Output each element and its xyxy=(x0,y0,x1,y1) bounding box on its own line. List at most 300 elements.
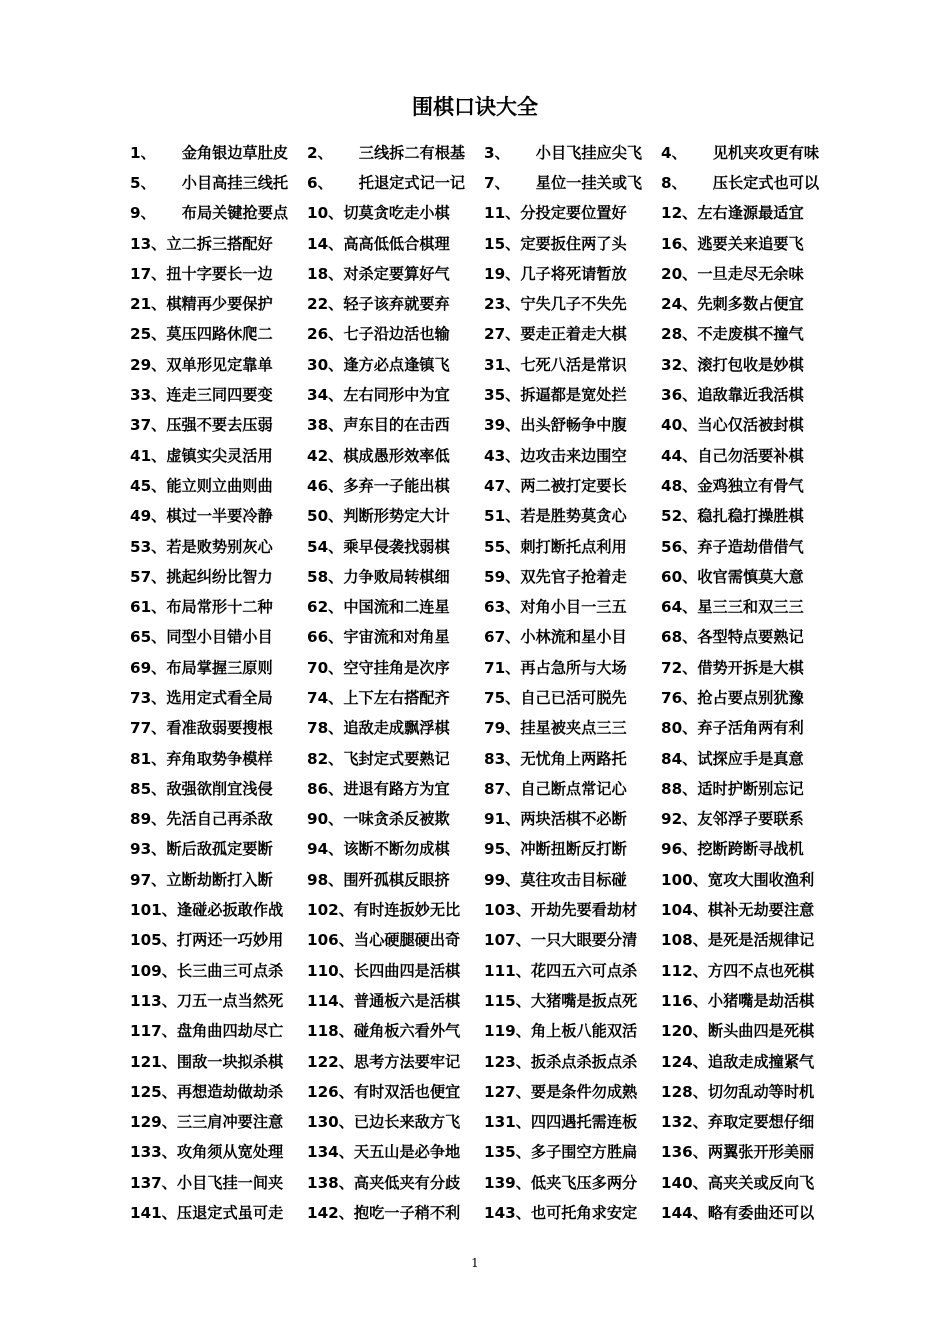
entry-number: 57、 xyxy=(130,567,167,586)
entry-number: 133、 xyxy=(130,1143,177,1162)
entry-number: 89、 xyxy=(130,810,167,829)
entry-number: 63、 xyxy=(484,598,521,617)
mnemonic-entry xyxy=(130,379,307,409)
entry-number: 66、 xyxy=(307,628,344,647)
mnemonic-entry xyxy=(484,894,661,924)
entry-text: 适时护断别忘记 xyxy=(697,779,804,798)
mnemonic-entry xyxy=(484,622,661,652)
mnemonic-entry xyxy=(130,1016,307,1046)
entry-number: 24、 xyxy=(661,295,698,314)
entry-text: 金鸡独立有骨气 xyxy=(697,476,804,495)
mnemonic-entry xyxy=(130,1046,307,1076)
entry-text: 定要扳住两了头 xyxy=(520,234,627,253)
entry-text: 无忧角上两路托 xyxy=(520,749,627,768)
entry-text: 稳扎稳打操胜棋 xyxy=(697,507,804,526)
entry-number: 15、 xyxy=(484,234,521,253)
entry-text: 各型特点要熟记 xyxy=(697,628,804,647)
entry-number: 40、 xyxy=(661,416,698,435)
mnemonic-entry xyxy=(484,137,661,167)
entry-text: 滚打包收是妙棋 xyxy=(697,355,804,374)
entry-text: 追敌走成飘浮棋 xyxy=(343,719,450,738)
entry-number: 84、 xyxy=(661,749,698,768)
mnemonic-entry xyxy=(661,561,830,591)
entry-number: 85、 xyxy=(130,779,167,798)
entry-number: 11、 xyxy=(484,204,521,223)
entry-number: 14、 xyxy=(307,234,344,253)
entry-number: 127、 xyxy=(484,1082,531,1101)
mnemonic-entry xyxy=(130,561,307,591)
entry-text: 围歼孤棋反眼挤 xyxy=(343,870,450,889)
mnemonic-entry xyxy=(661,531,830,561)
mnemonic-entry xyxy=(484,228,661,258)
entry-number: 126、 xyxy=(307,1082,354,1101)
mnemonic-entry xyxy=(484,985,661,1015)
mnemonic-entry xyxy=(484,561,661,591)
mnemonic-entry xyxy=(484,804,661,834)
entry-text: 四四遇托需连板 xyxy=(530,1113,638,1132)
entry-number: 108、 xyxy=(661,931,708,950)
mnemonic-entry xyxy=(484,258,661,288)
entry-text: 已边长来敌方飞 xyxy=(353,1113,461,1132)
mnemonic-entry xyxy=(130,834,307,864)
entry-text: 一只大眼要分清 xyxy=(530,931,638,950)
entry-number: 73、 xyxy=(130,688,167,707)
mnemonic-entry xyxy=(484,652,661,682)
entry-text: 有时连扳妙无比 xyxy=(353,901,461,920)
entry-text: 盘角曲四劫尽亡 xyxy=(176,1022,284,1041)
entry-number: 91、 xyxy=(484,810,521,829)
entry-text: 刀五一点当然死 xyxy=(176,991,284,1010)
entry-text: 对杀定要算好气 xyxy=(343,264,450,283)
mnemonic-entry xyxy=(307,773,484,803)
entry-text: 七死八活是常识 xyxy=(520,355,627,374)
mnemonic-entry xyxy=(130,501,307,531)
entry-text: 布局关键抢要点 xyxy=(181,204,289,223)
entry-number: 112、 xyxy=(661,961,708,980)
mnemonic-entry xyxy=(130,531,307,561)
mnemonic-entry xyxy=(307,713,484,743)
entry-text: 宇宙流和对角星 xyxy=(343,628,450,647)
entry-number: 77、 xyxy=(130,719,167,738)
entry-text: 选用定式看全局 xyxy=(166,688,273,707)
mnemonic-entry xyxy=(130,955,307,985)
entry-text: 该断不断勿成棋 xyxy=(343,840,450,859)
entry-text: 力争败局转棋细 xyxy=(343,567,450,586)
entry-text: 也可托角求安定 xyxy=(530,1204,638,1223)
mnemonic-entry xyxy=(484,864,661,894)
mnemonic-entry xyxy=(661,137,830,167)
entry-number: 48、 xyxy=(661,476,698,495)
mnemonic-entry xyxy=(484,167,661,197)
entry-number: 138、 xyxy=(307,1173,354,1192)
entry-text: 弃子活角两有利 xyxy=(697,719,804,738)
mnemonic-entry xyxy=(130,410,307,440)
entry-text: 友邻浮子要联系 xyxy=(697,810,804,829)
entry-number: 103、 xyxy=(484,901,531,920)
mnemonic-entry xyxy=(661,410,830,440)
mnemonic-entry xyxy=(130,591,307,621)
entry-number: 56、 xyxy=(661,537,698,556)
entry-text: 同型小目错小目 xyxy=(166,628,273,647)
entry-number: 71、 xyxy=(484,658,521,677)
entry-text: 见机夹攻更有味 xyxy=(712,143,820,162)
entry-text: 打两还一巧妙用 xyxy=(176,931,284,950)
entry-text: 棋补无劫要注意 xyxy=(707,901,815,920)
entry-text: 弃取定要想仔细 xyxy=(707,1113,815,1132)
entry-text: 七子沿边活也输 xyxy=(343,325,450,344)
entry-number: 81、 xyxy=(130,749,167,768)
mnemonic-entry xyxy=(307,622,484,652)
mnemonic-entry xyxy=(661,682,830,712)
entry-number: 125、 xyxy=(130,1082,177,1101)
entry-number: 7、 xyxy=(484,173,510,192)
mnemonic-entry xyxy=(307,440,484,470)
mnemonic-entry xyxy=(307,834,484,864)
entry-text: 布局常形十二种 xyxy=(166,598,273,617)
entry-text: 追敌靠近我活棋 xyxy=(697,386,804,405)
entry-number: 61、 xyxy=(130,598,167,617)
entry-number: 33、 xyxy=(130,386,167,405)
mnemonic-entry xyxy=(661,167,830,197)
entry-text: 高高低低合棋理 xyxy=(343,234,450,253)
entry-number: 107、 xyxy=(484,931,531,950)
mnemonic-entry xyxy=(484,713,661,743)
entry-number: 119、 xyxy=(484,1022,531,1041)
entry-text: 刺打断托点利用 xyxy=(520,537,627,556)
entry-number: 104、 xyxy=(661,901,708,920)
entry-text: 冲断扭断反打断 xyxy=(520,840,627,859)
entry-number: 86、 xyxy=(307,779,344,798)
entry-text: 切莫贪吃走小棋 xyxy=(343,204,450,223)
mnemonic-entry xyxy=(307,349,484,379)
mnemonic-entry xyxy=(307,652,484,682)
entry-number: 19、 xyxy=(484,264,521,283)
mnemonic-entry xyxy=(307,955,484,985)
mnemonic-entry xyxy=(484,440,661,470)
mnemonic-entry xyxy=(484,410,661,440)
entry-number: 27、 xyxy=(484,325,521,344)
mnemonic-entry xyxy=(130,1197,307,1227)
mnemonic-entry xyxy=(307,258,484,288)
entry-number: 16、 xyxy=(661,234,698,253)
entry-text: 普通板六是活棋 xyxy=(353,991,461,1010)
mnemonic-entry xyxy=(661,258,830,288)
mnemonic-entry xyxy=(661,773,830,803)
entry-number: 54、 xyxy=(307,537,344,556)
entry-text: 挑起纠纷比智力 xyxy=(166,567,273,586)
entry-number: 98、 xyxy=(307,870,344,889)
entry-number: 69、 xyxy=(130,658,167,677)
entry-text: 思考方法要牢记 xyxy=(353,1052,461,1071)
mnemonic-entry xyxy=(130,228,307,258)
mnemonic-entry xyxy=(661,349,830,379)
mnemonic-entry xyxy=(484,1076,661,1106)
entry-number: 8、 xyxy=(661,173,687,192)
entry-text: 是死是活规律记 xyxy=(707,931,815,950)
entry-number: 113、 xyxy=(130,991,177,1010)
entry-number: 74、 xyxy=(307,688,344,707)
entry-number: 110、 xyxy=(307,961,354,980)
entry-number: 39、 xyxy=(484,416,521,435)
entry-number: 3、 xyxy=(484,143,510,162)
entry-number: 117、 xyxy=(130,1022,177,1041)
entry-text: 碰角板六看外气 xyxy=(353,1022,461,1041)
mnemonic-entry xyxy=(661,713,830,743)
entry-text: 压强不要去压弱 xyxy=(166,416,273,435)
entry-number: 23、 xyxy=(484,295,521,314)
entry-number: 92、 xyxy=(661,810,698,829)
entry-number: 129、 xyxy=(130,1113,177,1132)
entry-text: 略有委曲还可以 xyxy=(707,1204,815,1223)
entry-text: 立二拆三搭配好 xyxy=(166,234,273,253)
mnemonic-entry xyxy=(661,440,830,470)
entry-number: 49、 xyxy=(130,507,167,526)
mnemonic-entry xyxy=(661,925,830,955)
entry-number: 42、 xyxy=(307,446,344,465)
mnemonic-entry xyxy=(661,591,830,621)
mnemonic-entry xyxy=(661,622,830,652)
entry-text: 抢占要点别犹豫 xyxy=(697,688,804,707)
mnemonic-entry xyxy=(661,1107,830,1137)
mnemonic-entry xyxy=(661,955,830,985)
mnemonic-entry xyxy=(130,652,307,682)
entry-text: 若是胜势莫贪心 xyxy=(520,507,627,526)
mnemonic-entry xyxy=(130,713,307,743)
mnemonic-entry xyxy=(484,531,661,561)
entry-number: 101、 xyxy=(130,901,177,920)
entry-text: 扭十字要长一边 xyxy=(166,264,273,283)
entry-number: 68、 xyxy=(661,628,698,647)
entry-text: 自己已活可脱先 xyxy=(520,688,627,707)
entry-text: 布局掌握三原则 xyxy=(166,658,273,677)
mnemonic-entry xyxy=(307,1107,484,1137)
entry-number: 55、 xyxy=(484,537,521,556)
entry-number: 60、 xyxy=(661,567,698,586)
entry-number: 122、 xyxy=(307,1052,354,1071)
entry-text: 小目飞挂一间夹 xyxy=(176,1173,284,1192)
entry-number: 35、 xyxy=(484,386,521,405)
entry-text: 小目高挂三线托 xyxy=(181,173,289,192)
entry-text: 围敌一块拟杀棋 xyxy=(176,1052,284,1071)
entry-text: 棋过一半要冷静 xyxy=(166,507,273,526)
entry-text: 多弃一子能出棋 xyxy=(343,476,450,495)
entry-text: 弃子造劫借借气 xyxy=(697,537,804,556)
entry-text: 借势开拆是大棋 xyxy=(697,658,804,677)
entry-number: 10、 xyxy=(307,204,344,223)
entry-number: 38、 xyxy=(307,416,344,435)
entry-text: 切勿乱动等时机 xyxy=(707,1082,815,1101)
entry-text: 星位一挂关或飞 xyxy=(535,173,643,192)
entry-text: 压退定式虽可走 xyxy=(176,1204,284,1223)
entry-number: 18、 xyxy=(307,264,344,283)
mnemonic-entry xyxy=(307,167,484,197)
mnemonic-entry xyxy=(484,834,661,864)
entry-number: 144、 xyxy=(661,1204,708,1223)
mnemonic-entry xyxy=(661,379,830,409)
mnemonic-entry xyxy=(661,834,830,864)
mnemonic-entry xyxy=(484,1046,661,1076)
mnemonic-entry xyxy=(130,682,307,712)
entry-number: 76、 xyxy=(661,688,698,707)
entry-number: 116、 xyxy=(661,991,708,1010)
mnemonic-entry xyxy=(307,561,484,591)
mnemonic-entry xyxy=(130,773,307,803)
mnemonic-entry xyxy=(661,652,830,682)
mnemonic-entry xyxy=(661,1167,830,1197)
mnemonic-entry xyxy=(484,379,661,409)
entry-text: 挖断跨断寻战机 xyxy=(697,840,804,859)
entry-text: 星三三和双三三 xyxy=(697,598,804,617)
mnemonic-entry xyxy=(307,319,484,349)
entry-text: 多子围空方胜扁 xyxy=(530,1143,638,1162)
entry-text: 要是条件勿成熟 xyxy=(530,1082,638,1101)
entry-text: 不走废棋不撞气 xyxy=(697,325,804,344)
entry-number: 143、 xyxy=(484,1204,531,1223)
entry-number: 132、 xyxy=(661,1113,708,1132)
entry-text: 两二被打定要长 xyxy=(520,476,627,495)
entry-text: 棋成愚形效率低 xyxy=(343,446,450,465)
mnemonic-entry xyxy=(307,379,484,409)
entry-number: 90、 xyxy=(307,810,344,829)
mnemonic-entry xyxy=(484,349,661,379)
entry-number: 141、 xyxy=(130,1204,177,1223)
entry-number: 135、 xyxy=(484,1143,531,1162)
mnemonic-entry xyxy=(130,319,307,349)
mnemonic-entry xyxy=(307,743,484,773)
entry-number: 94、 xyxy=(307,840,344,859)
entry-text: 断后敌孤定要断 xyxy=(166,840,273,859)
entry-text: 三线拆二有根基 xyxy=(358,143,466,162)
entry-number: 58、 xyxy=(307,567,344,586)
mnemonic-entry xyxy=(307,864,484,894)
entry-text: 宽攻大围收渔利 xyxy=(707,870,815,889)
entry-text: 双单形见定靠单 xyxy=(166,355,273,374)
entry-text: 两翼张开形美丽 xyxy=(707,1143,815,1162)
entry-number: 88、 xyxy=(661,779,698,798)
entry-number: 29、 xyxy=(130,355,167,374)
entry-number: 102、 xyxy=(307,901,354,920)
mnemonic-entry xyxy=(661,501,830,531)
entry-number: 123、 xyxy=(484,1052,531,1071)
mnemonic-entry xyxy=(307,682,484,712)
entry-text: 再占急所与大场 xyxy=(520,658,627,677)
mnemonic-entry xyxy=(130,440,307,470)
entry-text: 莫压四路休爬二 xyxy=(166,325,273,344)
mnemonic-entry xyxy=(661,804,830,834)
mnemonic-entry xyxy=(307,804,484,834)
mnemonic-entry xyxy=(484,955,661,985)
entry-text: 再想造劫做劫杀 xyxy=(176,1082,284,1101)
entry-number: 31、 xyxy=(484,355,521,374)
entry-number: 50、 xyxy=(307,507,344,526)
mnemonic-entry xyxy=(661,288,830,318)
mnemonic-entry xyxy=(484,288,661,318)
entry-text: 方四不点也死棋 xyxy=(707,961,815,980)
entry-text: 断头曲四是死棋 xyxy=(707,1022,815,1041)
mnemonic-entry xyxy=(661,864,830,894)
entry-number: 5、 xyxy=(130,173,156,192)
entry-text: 收官需慎莫大意 xyxy=(697,567,804,586)
mnemonic-entry xyxy=(307,137,484,167)
entry-text: 中国流和二连星 xyxy=(343,598,450,617)
entry-number: 121、 xyxy=(130,1052,177,1071)
mnemonic-entry xyxy=(307,198,484,228)
mnemonic-entry xyxy=(130,258,307,288)
entry-text: 小猪嘴是劫活棋 xyxy=(707,991,815,1010)
mnemonic-entry xyxy=(307,1076,484,1106)
entry-number: 97、 xyxy=(130,870,167,889)
entry-number: 115、 xyxy=(484,991,531,1010)
entry-text: 抱吃一子稍不利 xyxy=(353,1204,461,1223)
mnemonic-entry xyxy=(307,228,484,258)
entry-text: 若是败势别灰心 xyxy=(166,537,273,556)
entry-text: 角上板八能双活 xyxy=(530,1022,638,1041)
entry-text: 拆逼都是宽处拦 xyxy=(520,386,627,405)
mnemonic-entry xyxy=(130,349,307,379)
entry-number: 142、 xyxy=(307,1204,354,1223)
entry-number: 67、 xyxy=(484,628,521,647)
entry-number: 20、 xyxy=(661,264,698,283)
entry-number: 93、 xyxy=(130,840,167,859)
mnemonic-entry xyxy=(307,894,484,924)
entry-text: 试探应手是真意 xyxy=(697,749,804,768)
mnemonic-entry xyxy=(307,1167,484,1197)
entry-number: 45、 xyxy=(130,476,167,495)
mnemonic-entry xyxy=(661,743,830,773)
mnemonic-entry xyxy=(661,319,830,349)
entry-text: 压长定式也可以 xyxy=(712,173,820,192)
entry-number: 44、 xyxy=(661,446,698,465)
entry-text: 要走正着走大棋 xyxy=(520,325,627,344)
entry-text: 开劫先要看劫材 xyxy=(530,901,638,920)
mnemonic-entry xyxy=(307,985,484,1015)
entry-text: 先活自己再杀敌 xyxy=(166,810,273,829)
entry-text: 空守挂角是次序 xyxy=(343,658,450,677)
entry-number: 80、 xyxy=(661,719,698,738)
entry-number: 79、 xyxy=(484,719,521,738)
mnemonic-entry xyxy=(661,1016,830,1046)
entry-number: 12、 xyxy=(661,204,698,223)
entry-text: 逢方必点逢镇飞 xyxy=(343,355,450,374)
mnemonic-entry xyxy=(484,1107,661,1137)
mnemonic-entry xyxy=(130,804,307,834)
entry-text: 自己断点常记心 xyxy=(520,779,627,798)
mnemonic-entry xyxy=(484,925,661,955)
mnemonic-entry xyxy=(484,743,661,773)
entry-number: 105、 xyxy=(130,931,177,950)
entry-number: 128、 xyxy=(661,1082,708,1101)
mnemonic-entry xyxy=(130,1107,307,1137)
mnemonic-entry xyxy=(484,501,661,531)
entry-text: 天五山是必争地 xyxy=(353,1143,461,1162)
entry-text: 高夹关或反向飞 xyxy=(707,1173,815,1192)
mnemonic-entry xyxy=(130,1167,307,1197)
entry-number: 99、 xyxy=(484,870,521,889)
entry-number: 37、 xyxy=(130,416,167,435)
mnemonic-entry xyxy=(307,1016,484,1046)
entry-number: 100、 xyxy=(661,870,708,889)
entry-number: 34、 xyxy=(307,386,344,405)
mnemonic-grid xyxy=(130,137,830,1228)
entry-text: 出头舒畅争中腹 xyxy=(520,416,627,435)
mnemonic-entry xyxy=(130,167,307,197)
entry-number: 65、 xyxy=(130,628,167,647)
entry-text: 长四曲四是活棋 xyxy=(353,961,461,980)
entry-text: 先刺多数占便宜 xyxy=(697,295,804,314)
mnemonic-entry xyxy=(130,985,307,1015)
entry-text: 有时双活也便宜 xyxy=(353,1082,461,1101)
entry-text: 连走三同四要变 xyxy=(166,386,273,405)
